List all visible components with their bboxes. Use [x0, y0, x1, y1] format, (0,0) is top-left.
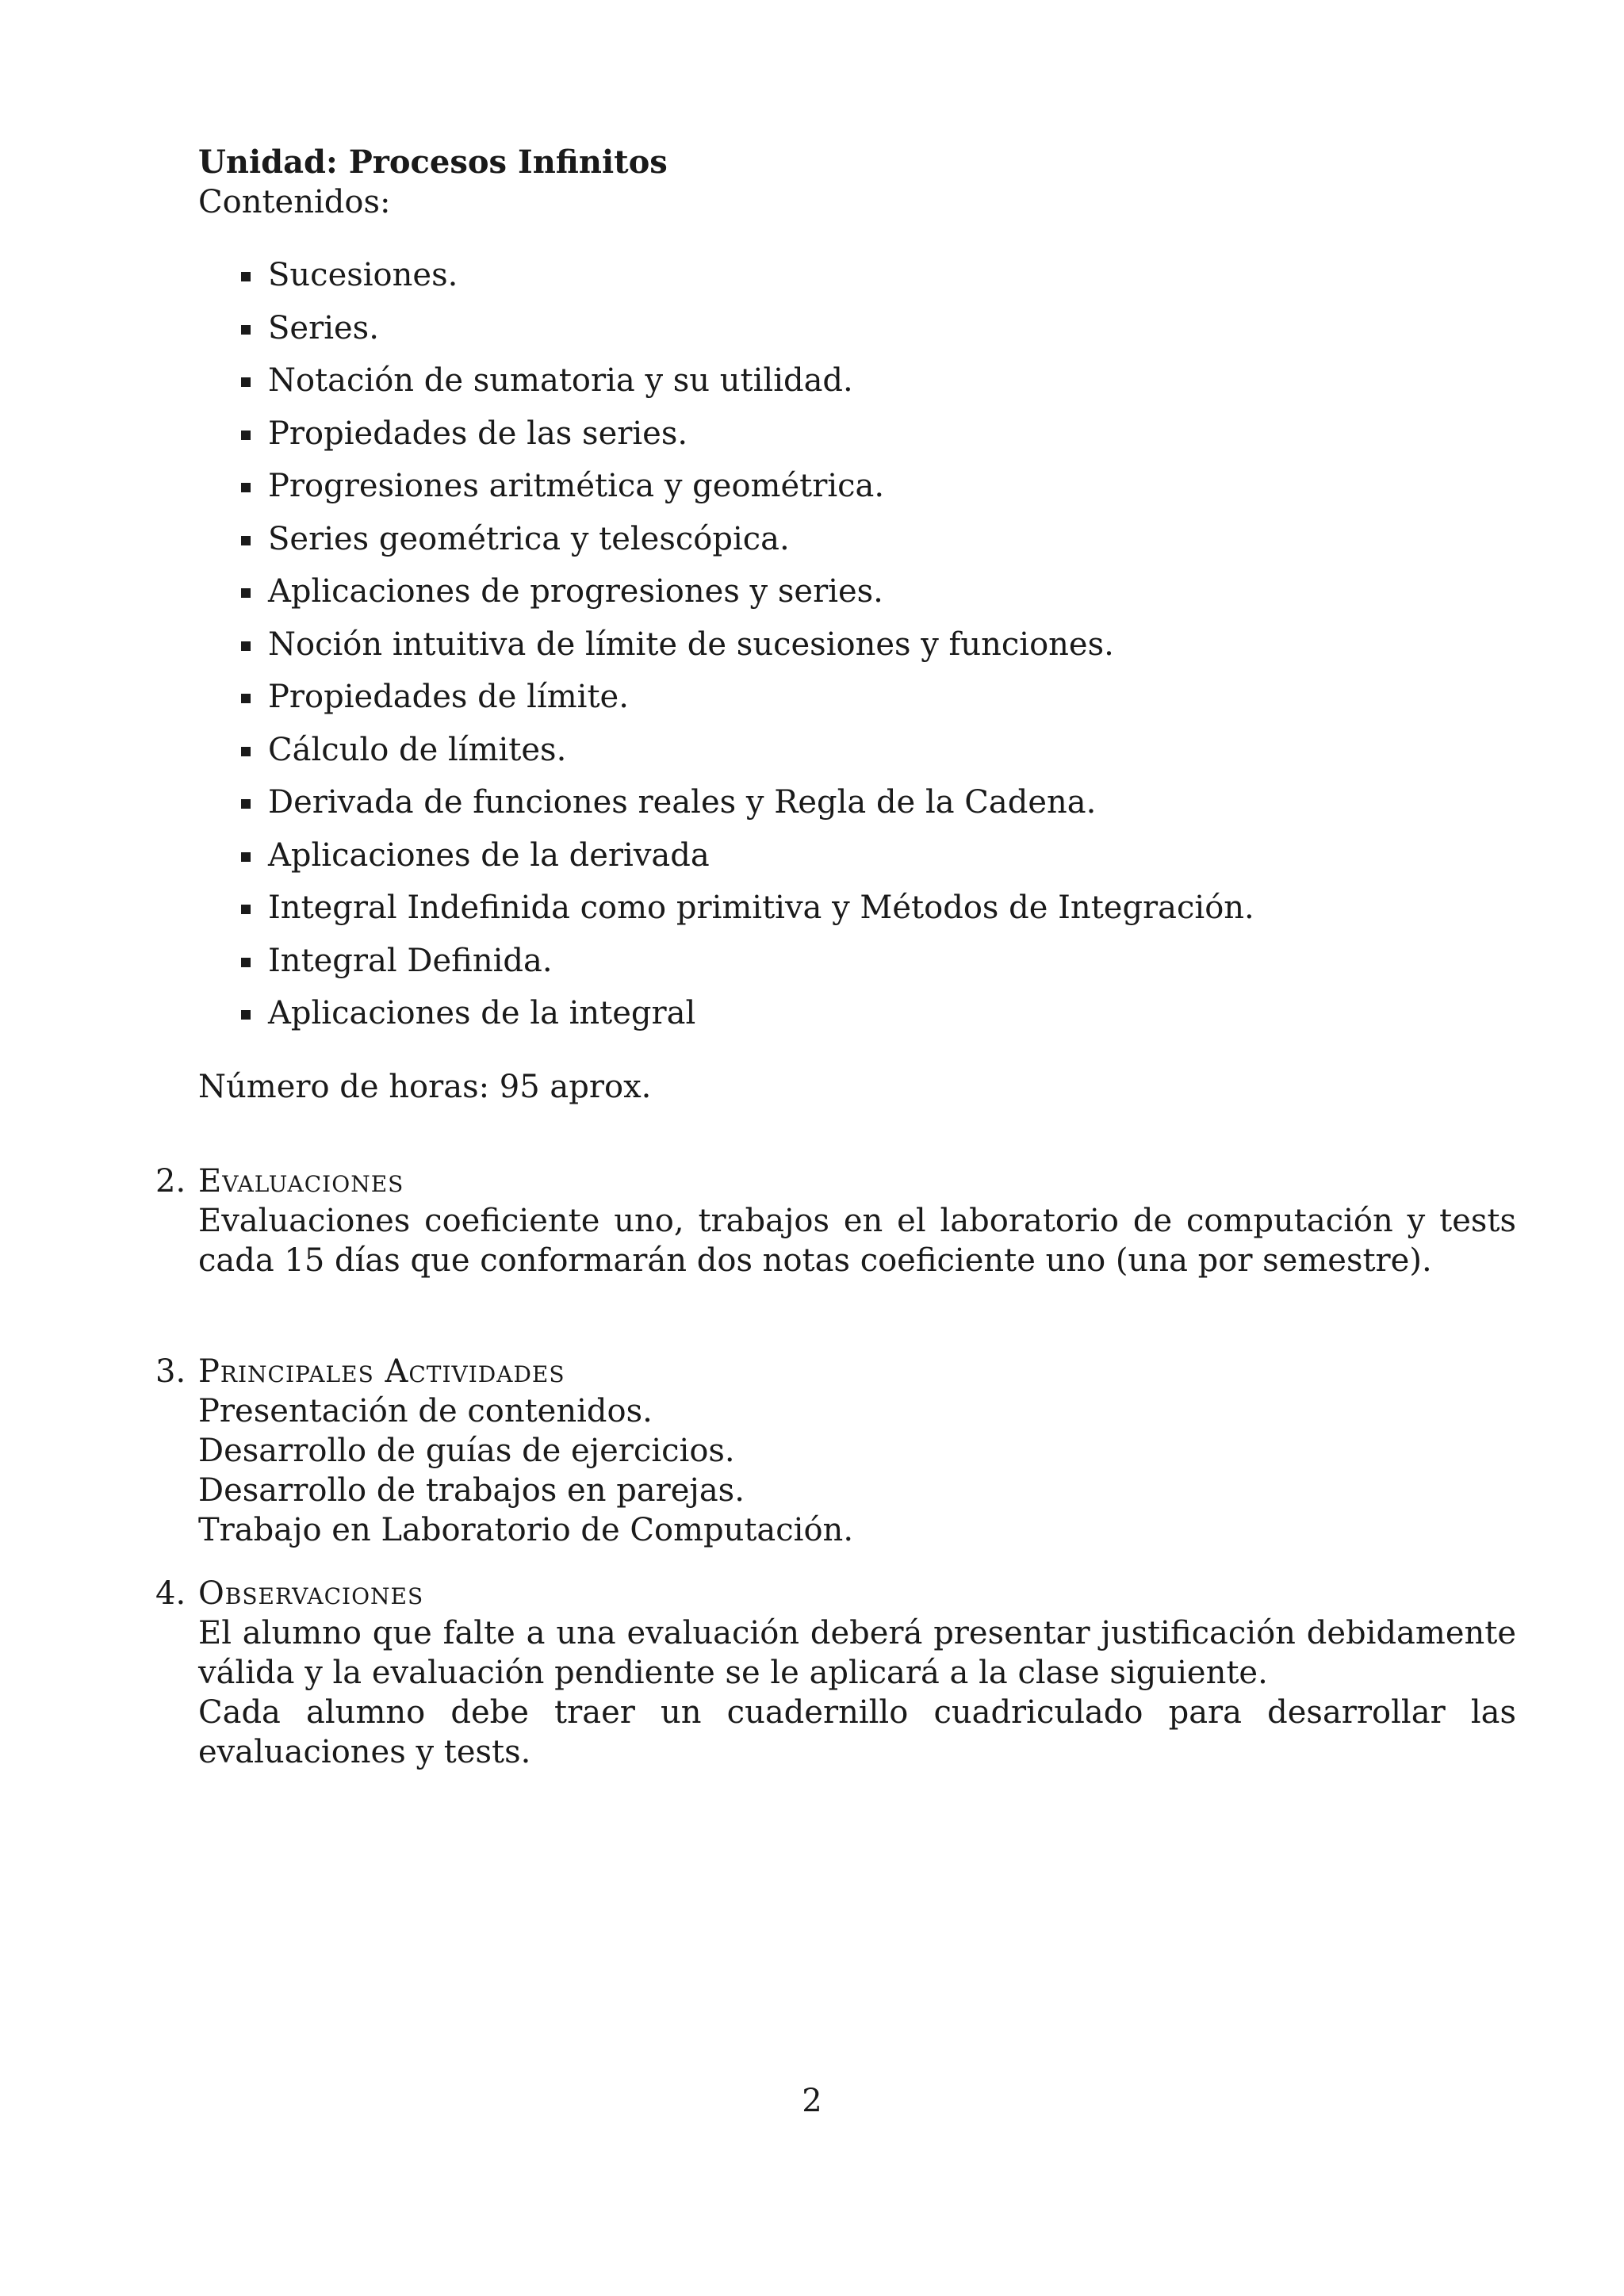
list-item-text: Integral Indefinida como primitiva y Métodos de Integración. — [268, 890, 1254, 926]
bullet-icon — [241, 641, 251, 651]
list-item — [198, 987, 1515, 1040]
section-evaluaciones — [155, 1161, 1516, 1280]
section-body — [198, 1613, 1516, 1772]
list-item-text: Progresiones aritmética y geométrica. — [268, 468, 885, 504]
bullet-icon — [241, 588, 251, 598]
unit-block — [198, 143, 1515, 1107]
list-item-text: Aplicaciones de la integral — [268, 995, 696, 1031]
bullet-icon — [241, 430, 251, 440]
list-item — [198, 776, 1515, 829]
activity-line: Presentación de contenidos. — [198, 1393, 653, 1429]
bullet-icon — [241, 325, 251, 335]
list-item-text: Integral Definida. — [268, 942, 553, 979]
section-heading: Observaciones — [198, 1575, 424, 1612]
list-item — [198, 724, 1515, 777]
list-item — [198, 513, 1515, 566]
bullet-icon — [241, 958, 251, 967]
unit-title: Unidad: Procesos Infinitos — [198, 144, 668, 181]
bullet-icon — [241, 483, 251, 492]
contents-label: Contenidos: — [198, 184, 391, 220]
list-item — [198, 935, 1515, 988]
list-item-text: Cálculo de límites. — [268, 731, 567, 768]
list-item-text: Propiedades de las series. — [268, 415, 688, 452]
list-item-text: Derivada de funciones reales y Regla de la Cadena. — [268, 784, 1097, 821]
list-item-text: Aplicaciones de progresiones y series. — [268, 573, 883, 610]
section-observaciones — [155, 1574, 1516, 1772]
section-number: 4. — [155, 1575, 186, 1612]
section-number: 2. — [155, 1163, 186, 1200]
bullet-icon — [241, 1010, 251, 1020]
list-item — [198, 671, 1515, 724]
list-item-text: Sucesiones. — [268, 257, 458, 293]
hours-text: Número de horas: 95 aprox. — [198, 1068, 652, 1105]
bullet-icon — [241, 536, 251, 545]
list-item-text: Noción intuitiva de límite de sucesiones y funciones. — [268, 626, 1114, 663]
bullet-icon — [241, 272, 251, 281]
list-item-text: Propiedades de límite. — [268, 679, 629, 715]
bullet-icon — [241, 377, 251, 387]
paragraph: Evaluaciones coeficiente uno, trabajos en el laboratorio de computación y tests cada 15 días que conformarán dos notas coeficiente uno (una por semestre). — [198, 1203, 1516, 1279]
page-number: 2 — [802, 2083, 822, 2119]
bullet-icon — [241, 799, 251, 809]
list-item-text: Aplicaciones de la derivada — [268, 836, 710, 874]
bullet-icon — [241, 694, 251, 703]
section-body — [198, 1391, 1516, 1550]
list-item — [198, 618, 1515, 672]
list-item-text: Notación de sumatoria y su utilidad. — [268, 362, 853, 399]
activity-line: Trabajo en Laboratorio de Computación. — [198, 1512, 854, 1548]
list-item — [198, 408, 1515, 461]
list-item — [198, 302, 1515, 355]
paragraph: El alumno que falte a una evaluación deberá presentar justificación debidamente válida y la evaluación pendiente se le aplicará a la clase siguiente. — [198, 1615, 1516, 1691]
list-item — [198, 249, 1515, 302]
section-principales-actividades — [155, 1352, 1516, 1550]
paragraph: Cada alumno debe traer un cuadernillo cuadriculado para desarrollar las evaluaciones y tests. — [198, 1694, 1516, 1770]
section-body — [198, 1201, 1516, 1280]
section-heading: Principales Actividades — [198, 1353, 565, 1390]
section-number: 3. — [155, 1353, 186, 1390]
list-item — [198, 829, 1515, 882]
list-item — [198, 460, 1515, 513]
list-item — [198, 882, 1515, 935]
section-heading: Evaluaciones — [198, 1163, 404, 1200]
list-item — [198, 354, 1515, 408]
list-item-text: Series. — [268, 309, 379, 346]
activity-line: Desarrollo de trabajos en parejas. — [198, 1472, 745, 1509]
bullet-icon — [241, 747, 251, 756]
list-item-text: Series geométrica y telescópica. — [268, 520, 790, 557]
bullet-icon — [241, 852, 251, 862]
activity-line: Desarrollo de guías de ejercicios. — [198, 1433, 735, 1469]
topics-list — [198, 249, 1515, 1040]
bullet-icon — [241, 905, 251, 914]
list-item — [198, 565, 1515, 618]
